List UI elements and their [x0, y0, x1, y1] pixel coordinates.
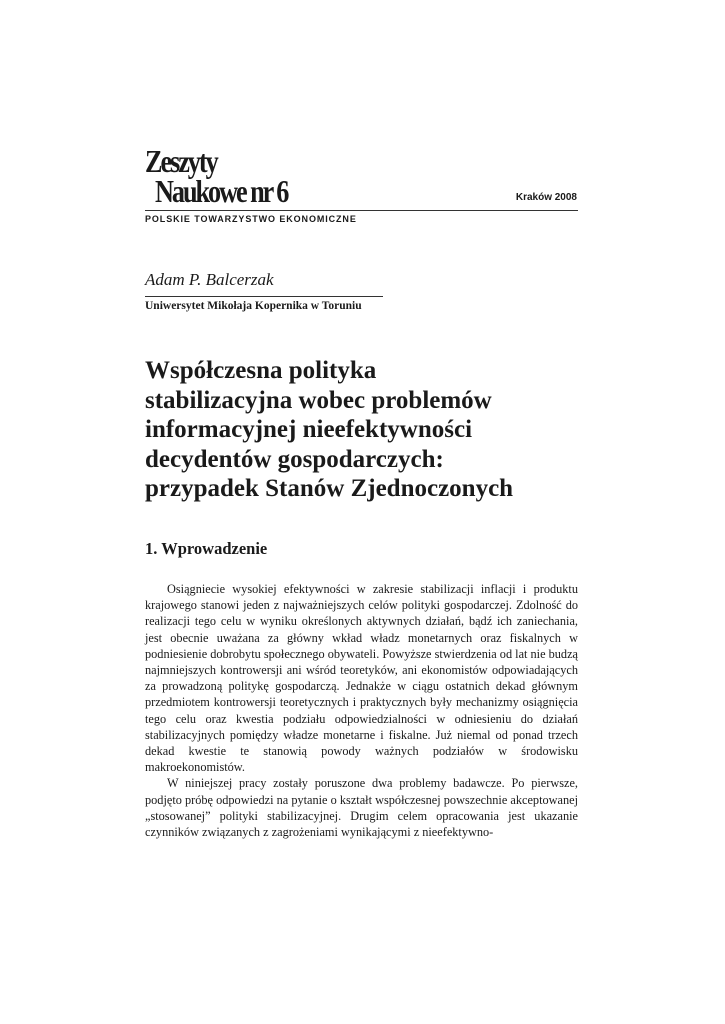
society-name: POLSKIE TOWARZYSTWO EKONOMICZNE: [145, 214, 357, 224]
title-line: informacyjnej nieefektywności: [145, 416, 473, 443]
paragraph: Osiągniecie wysokiej efektywności w zakresie stabilizacji inflacji i produktu krajowego stanowi jeden z najważniejszych celów polityki gospodarczej. Zdolność do realizacji tego celu w wyniku określonych aktywnych działań, bądź ich zaniechania, jest obecnie uważana za główny wkład władz monetarnych oraz fiskalnych w podniesienie dobrobytu społecznego obywateli. Powyższe stwierdzenia od lat nie budzą najmniejszych kontrowersji ani wśród teoretyków, ani ekonomistów odpowiadających za prowadzoną politykę gospodarczą. Jednakże w ciągu ostatnich dekad głównym przedmiotem kontrowersji teoretycznych i praktycznych były mechanizmy osiągnięcia tego celu oraz kwestia podziału odpowiedzialności w odniesieniu do działań stabilizacyjnych pomiędzy władze monetarne i fiskalne. Już niemal od ponad trzech dekad kwestie te stanowią powody ważnych podziałów w środowisku makroekonomistów.: [145, 582, 578, 775]
article-title: [145, 356, 585, 504]
author-affiliation: Uniwersytet Mikołaja Kopernika w Toruniu: [145, 300, 362, 312]
journal-logo-line2: Naukowe nr 6: [155, 173, 288, 209]
journal-logo: [145, 145, 345, 211]
title-line: decydentów gospodarczych:: [145, 445, 444, 473]
title-line: stabilizacyjna wobec problemów: [145, 386, 492, 414]
author-divider: [145, 296, 383, 297]
title-line: przypadek Stanów Zjednoczonych: [145, 475, 514, 502]
header-divider: [145, 210, 578, 211]
author-name: Adam P. Balcerzak: [145, 270, 274, 289]
body-text: [145, 581, 578, 840]
journal-logo-line1: Zeszyty: [145, 143, 217, 179]
paragraph: W niniejszej pracy zostały poruszone dwa problemy badawcze. Po pierwsze, podjęto próbę odpowiedzi na pytanie o kształt współczesnej powszechnie akceptowanej „stosowanej” polityki stabilizacyjnej. Drugim celem opracowania jest ukazanie czynników związanych z zagrożeniami wynikającymi z nieefektywno-: [145, 776, 578, 840]
section-heading: 1. Wprowadzenie: [145, 539, 268, 558]
place-year: Kraków 2008: [515, 192, 577, 203]
title-line: Współczesna polityka: [145, 357, 377, 384]
